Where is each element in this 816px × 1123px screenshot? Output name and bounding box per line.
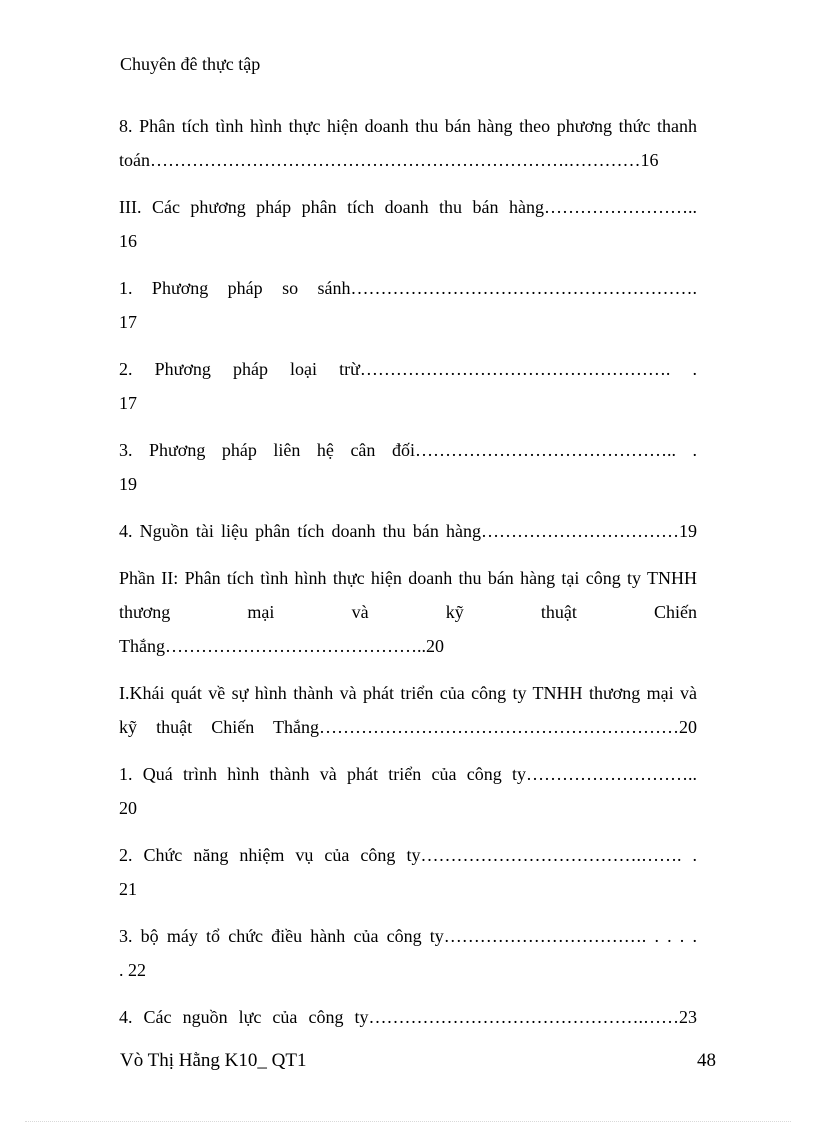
toc-entry xyxy=(119,561,697,663)
toc-entry xyxy=(119,838,697,906)
toc-entry-line: 8. Phân tích tình hình thực hiện doanh thu bán hàng theo phương thức thanh xyxy=(119,116,697,136)
page-header-title: Chuyên đê thực tập xyxy=(120,54,261,74)
toc-entry-line: III. Các phương pháp phân tích doanh thu bán hàng…………………….. xyxy=(119,197,697,217)
toc-entry xyxy=(119,676,697,744)
toc-entry xyxy=(119,919,697,987)
toc-entry xyxy=(119,757,697,825)
toc-entry-line: toán…………………………………………………………….…………16 xyxy=(119,150,659,170)
table-of-contents xyxy=(119,109,697,1047)
toc-entry xyxy=(119,109,697,177)
toc-entry-line: 2. Chức năng nhiệm vụ của công ty……………………………….……. . xyxy=(119,845,697,865)
toc-entry-line: 4. Nguồn tài liệu phân tích doanh thu bán hàng……………………………19 xyxy=(119,521,697,541)
footer-author: Vò Thị Hằng K10_ QT1 xyxy=(120,1050,307,1071)
toc-entry xyxy=(119,190,697,258)
toc-entry-line: 4. Các nguồn lực của công ty……………………………………….……23 xyxy=(119,1007,697,1027)
toc-entry-page: 17 xyxy=(119,312,137,332)
toc-entry xyxy=(119,514,697,548)
toc-entry-line: 3. bộ máy tổ chức điều hành của công ty……………………………. . . . . xyxy=(119,926,697,946)
toc-entry-line: 1. Quá trình hình thành và phát triển của công ty……………………….. xyxy=(119,764,697,784)
toc-entry xyxy=(119,1000,697,1034)
page-bottom-divider xyxy=(25,1121,791,1122)
toc-entry-page: 20 xyxy=(119,798,137,818)
toc-entry-line: 2. Phương pháp loại trừ……………………………………………. . xyxy=(119,359,697,379)
toc-entry-line: thương mại và kỹ thuật Chiến xyxy=(119,602,697,622)
toc-entry-line: I.Khái quát về sự hình thành và phát triển của công ty TNHH thương mại và xyxy=(119,683,697,703)
toc-entry xyxy=(119,433,697,501)
toc-entry-line: 1. Phương pháp so sánh…………………………………………………. xyxy=(119,278,697,298)
toc-entry-page: 19 xyxy=(119,474,137,494)
page-number: 48 xyxy=(697,1050,716,1071)
toc-entry xyxy=(119,271,697,339)
toc-entry-page: . 22 xyxy=(119,960,146,980)
toc-entry-page: 17 xyxy=(119,393,137,413)
toc-entry-line: kỹ thuật Chiến Thắng……………………………………………………20 xyxy=(119,717,697,737)
toc-entry-line: Phần II: Phân tích tình hình thực hiện doanh thu bán hàng tại công ty TNHH xyxy=(119,568,697,588)
toc-entry-line: 3. Phương pháp liên hệ cân đối…………………………………….. . xyxy=(119,440,697,460)
toc-entry-page: 16 xyxy=(119,231,137,251)
toc-entry-line: Thắng……………………………………..20 xyxy=(119,636,444,656)
toc-entry xyxy=(119,352,697,420)
toc-entry-page: 21 xyxy=(119,879,137,899)
